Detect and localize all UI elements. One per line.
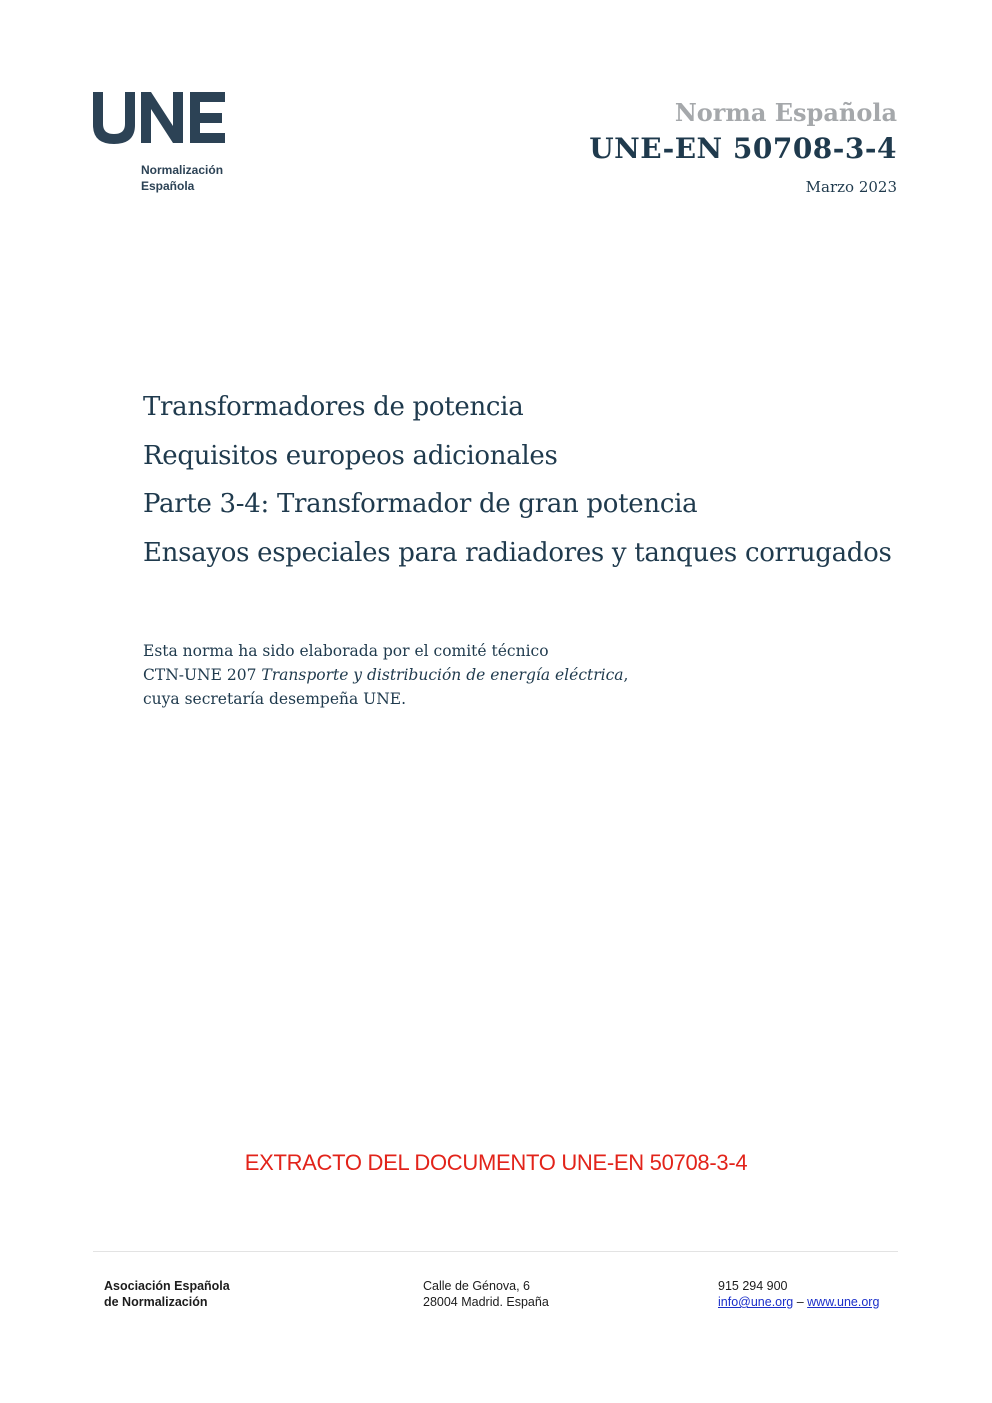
standard-code: UNE-EN 50708-3-4 [589, 132, 897, 165]
committee-line-1: Esta norma ha sido elaborada por el comité técnico [143, 642, 549, 660]
committee-statement [143, 639, 628, 711]
contact-links [718, 1294, 879, 1310]
publication-date: Marzo 2023 [805, 178, 897, 196]
website-link[interactable]: www.une.org [807, 1295, 880, 1309]
link-separator: – [793, 1295, 808, 1309]
committee-comma: , [623, 666, 629, 684]
footer-organization [104, 1278, 230, 1310]
logo-subtitle [141, 162, 281, 194]
footer-address [423, 1278, 549, 1310]
committee-name: Transporte y distribución de energía eléctrica [261, 666, 624, 684]
address-line-1: Calle de Génova, 6 [423, 1279, 531, 1293]
footer-divider [93, 1251, 898, 1252]
norma-label: Norma Española [674, 98, 897, 127]
extract-notice: EXTRACTO DEL DOCUMENTO UNE-EN 50708-3-4 [244, 1150, 748, 1175]
committee-code: CTN-UNE 207 [143, 666, 262, 684]
committee-line-2 [143, 663, 628, 687]
footer-contact [718, 1278, 879, 1310]
standard-header [589, 96, 897, 196]
logo-subtitle-line2: Española [141, 179, 195, 193]
document-title [143, 383, 892, 577]
org-line-2: de Normalización [104, 1295, 208, 1309]
phone-number: 915 294 900 [718, 1279, 788, 1293]
address-line-2: 28004 Madrid. España [423, 1295, 549, 1309]
committee-line-3: cuya secretaría desempeña UNE. [143, 690, 407, 708]
title-line-2: Requisitos europeos adicionales [143, 440, 558, 471]
email-link[interactable]: info@une.org [718, 1295, 794, 1309]
title-line-1: Transformadores de potencia [143, 392, 524, 422]
logo-subtitle-line1: Normalización [141, 163, 224, 177]
title-line-4: Ensayos especiales para radiadores y tanques corrugados [143, 537, 892, 568]
une-logo-mark [93, 88, 233, 148]
org-line-1: Asociación Española [104, 1279, 230, 1293]
title-line-3: Parte 3-4: Transformador de gran potencia [143, 489, 698, 519]
